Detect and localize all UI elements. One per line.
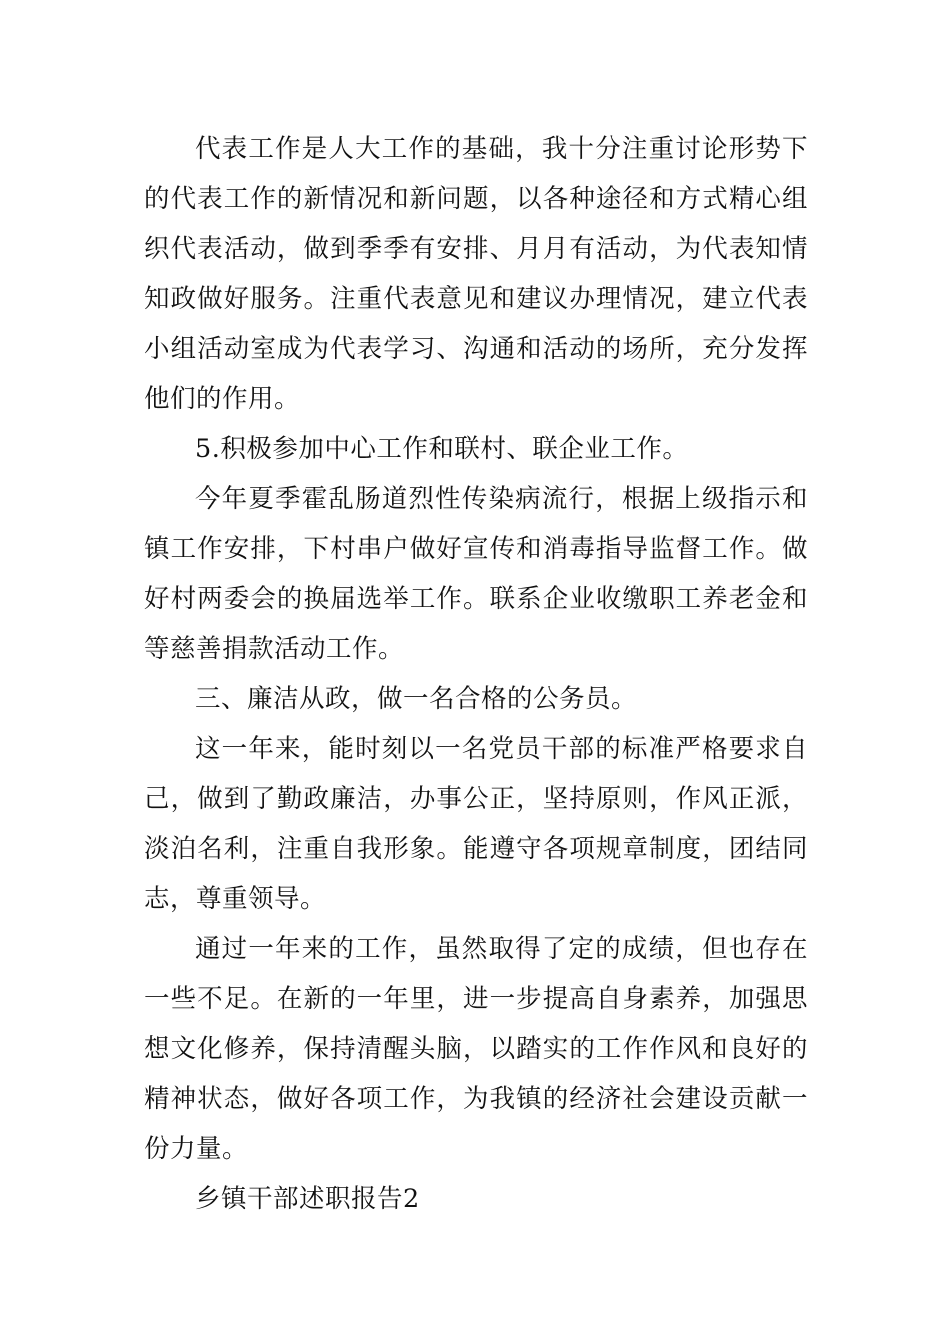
document-body [144,124,808,1224]
paragraph-self-discipline: 这一年来，能时刻以一名党员干部的标准严格要求自己，做到了勤政廉洁，办事公正，坚持原则，作风正派，淡泊名利，注重自我形象。能遵守各项规章制度，团结同志，尊重领导。 [144,734,808,914]
paragraph-report-title-2: 乡镇干部述职报告2 [195,1184,420,1214]
paragraph-epidemic-work: 今年夏季霍乱肠道烈性传染病流行，根据上级指示和镇工作安排，下村串户做好宣传和消毒指导监督工作。做好村两委会的换届选举工作。联系企业收缴职工养老金和等慈善捐款活动工作。 [144,484,808,664]
paragraph-delegate-work: 代表工作是人大工作的基础，我十分注重讨论形势下的代表工作的新情况和新问题，以各种途径和方式精心组织代表活动，做到季季有安排、月月有活动，为代表知情知政做好服务。注重代表意见和建议办理情况，建立代表小组活动室成为代表学习、沟通和活动的场所，充分发挥他们的作用。 [144,134,808,414]
paragraph-heading-central-work: 5.积极参加中心工作和联村、联企业工作。 [195,434,689,464]
paragraph-summary: 通过一年来的工作，虽然取得了定的成绩，但也存在一些不足。在新的一年里，进一步提高自身素养，加强思想文化修养，保持清醒头脑，以踏实的工作作风和良好的精神状态，做好各项工作，为我镇的经济社会建设贡献一份力量。 [144,934,808,1164]
paragraph-heading-integrity: 三、廉洁从政，做一名合格的公务员。 [195,684,638,714]
